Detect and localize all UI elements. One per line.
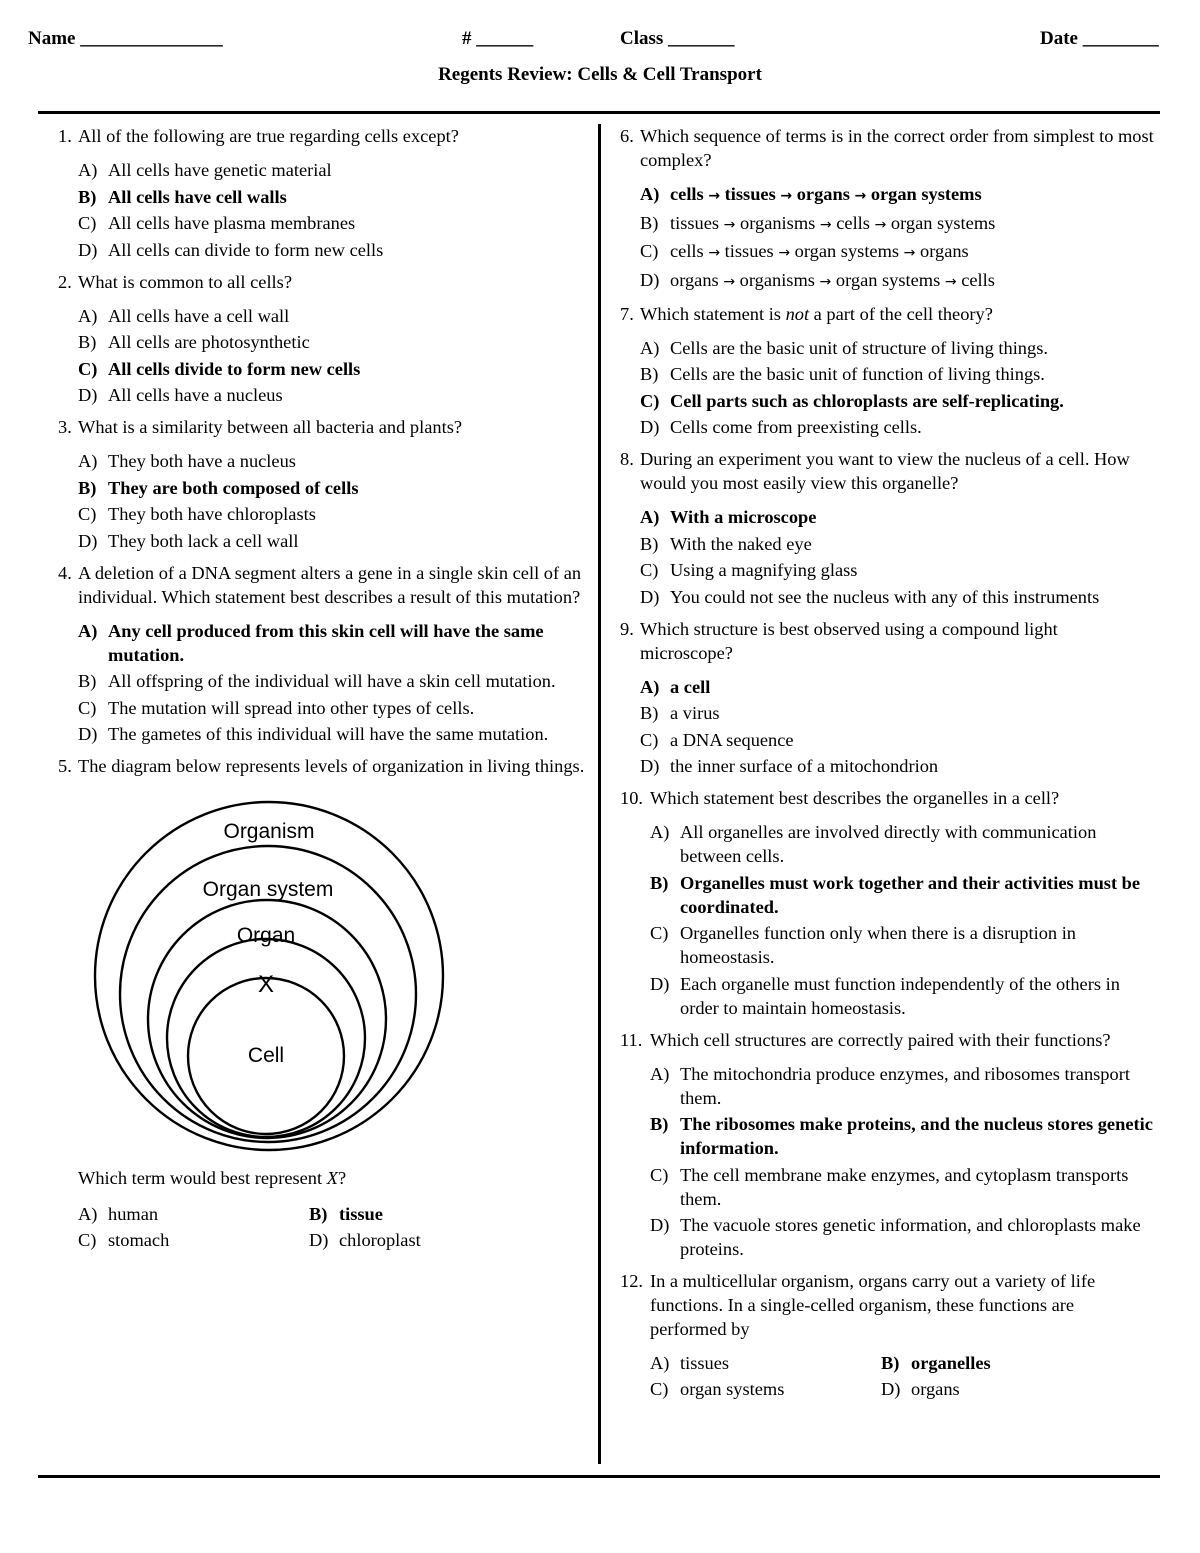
question-number: 1. [58, 126, 72, 146]
number-field-label: # ______ [462, 28, 534, 49]
option-text: organelles [911, 1353, 991, 1373]
arrow-icon: → [778, 245, 791, 261]
option-text: Using a magnifying glass [670, 560, 858, 580]
sequence-term: organ systems [835, 269, 941, 290]
answer-options [640, 182, 1155, 294]
answer-option [640, 754, 1155, 778]
option-text [670, 241, 969, 261]
question-item [58, 124, 598, 262]
left-question-list [58, 124, 598, 746]
option-text: tissues [680, 1353, 730, 1373]
option-text: Organelles must work together and their activities must be coordinated. [680, 872, 1141, 917]
organization-levels-diagram [92, 800, 448, 1152]
question-number: 8. [620, 449, 634, 469]
sequence-term: tissues [724, 184, 776, 204]
option-text: stomach [108, 1230, 170, 1250]
option-text: The mutation will spread into other types of cells. [108, 697, 475, 718]
option-text: You could not see the nucleus with any of this instruments [670, 586, 1100, 607]
question-number: 3. [58, 417, 72, 437]
option-letter: D) [78, 239, 98, 260]
organ-system-label: Organ system [202, 878, 334, 901]
option-letter: B) [78, 477, 97, 498]
option-letter: A) [640, 676, 660, 697]
option-text: the inner surface of a mitochondrion [670, 756, 939, 776]
option-text: Organelles function only when there is a disruption in homeostasis. [680, 923, 1077, 967]
option-text [670, 184, 982, 204]
option-letter: D) [881, 1379, 901, 1399]
option-text: a DNA sequence [670, 729, 794, 750]
arrow-icon: → [723, 273, 736, 290]
option-letter: C) [650, 1164, 669, 1185]
sequence-term: tissues [670, 212, 720, 233]
sequence-term: cells [961, 269, 995, 290]
answer-option [650, 1062, 1155, 1110]
option-letter: C) [78, 1230, 97, 1250]
option-letter: C) [640, 560, 659, 580]
answer-option [640, 239, 1155, 265]
option-text: Cells are the basic unit of structure of living things. [670, 337, 1048, 358]
option-text: All offspring of the individual will have a skin cell mutation. [108, 671, 556, 691]
answer-option [78, 330, 598, 354]
answer-option [78, 449, 598, 473]
answer-options [78, 304, 598, 408]
sequence-term: cells [836, 212, 870, 233]
option-letter: C) [78, 358, 98, 379]
option-text: Cells are the basic unit of function of living things. [670, 364, 1045, 384]
answer-option [78, 304, 598, 328]
question-text: Which cell structures are correctly paired with their functions? [650, 1029, 1111, 1050]
answer-option [650, 921, 1155, 969]
option-text: All cells have cell walls [108, 186, 287, 207]
arrow-icon: → [903, 245, 916, 261]
answer-option [640, 211, 1155, 237]
option-text: organ systems [680, 1379, 785, 1399]
option-text: chloroplast [339, 1230, 421, 1250]
option-letter: C) [78, 697, 97, 718]
answer-option [640, 585, 1155, 609]
question-item [58, 561, 598, 747]
option-text: All cells can divide to form new cells [108, 239, 384, 260]
answer-option [640, 505, 1155, 529]
bottom-divider [38, 1475, 1160, 1478]
question-item [620, 617, 1155, 779]
question-text: Which statement is not a part of the cell theory? [640, 303, 993, 324]
option-letter: D) [309, 1230, 329, 1250]
answer-option [78, 158, 598, 182]
question-text: Which structure is best observed using a compound light microscope? [640, 618, 1058, 663]
question-number: 12. [620, 1271, 643, 1291]
option-letter: D) [650, 973, 670, 994]
question-number: 7. [620, 303, 634, 324]
answer-option [650, 871, 1155, 919]
option-letter: C) [640, 729, 659, 750]
option-text: They both have a nucleus [108, 451, 296, 471]
answer-option [78, 1228, 309, 1252]
sequence-term: organisms [739, 269, 815, 290]
option-text: Any cell produced from this skin cell will have the same mutation. [108, 620, 544, 665]
option-letter: A) [78, 160, 98, 180]
answer-option [78, 383, 598, 407]
option-text: Cell parts such as chloroplasts are self-replicating. [670, 390, 1064, 411]
answer-option [640, 728, 1155, 752]
answer-option [78, 722, 598, 746]
arrow-icon: → [854, 188, 867, 204]
option-text: All organelles are involved directly with communication between cells. [680, 822, 1097, 866]
option-letter: B) [650, 872, 669, 893]
arrow-icon: → [723, 216, 736, 233]
question-number: 5. [58, 756, 72, 776]
sequence-term: organ systems [890, 212, 996, 233]
question-number: 6. [620, 126, 634, 146]
arrow-icon: → [819, 216, 832, 233]
sequence-term: organs [670, 269, 719, 290]
option-text: They both lack a cell wall [108, 530, 299, 551]
answer-options [650, 1351, 1155, 1401]
question-text: What is common to all cells? [78, 271, 292, 292]
sequence-term: organ systems [870, 184, 982, 204]
answer-options [650, 1062, 1155, 1262]
question-text: A deletion of a DNA segment alters a gene in a single skin cell of an individual. Which statement best describes a result of this mutation? [78, 562, 582, 607]
option-letter: C) [650, 923, 669, 943]
answer-option [640, 389, 1155, 413]
arrow-icon: → [708, 188, 721, 204]
option-letter: A) [650, 1063, 670, 1084]
answer-option [78, 476, 598, 500]
question-7 [620, 302, 1155, 440]
x-ring [167, 939, 365, 1137]
option-letter: D) [640, 756, 660, 776]
option-text: tissue [339, 1204, 383, 1224]
column-divider [598, 124, 601, 1464]
option-text: a cell [670, 676, 711, 697]
option-text: Cells come from preexisting cells. [670, 417, 922, 437]
option-text: human [108, 1204, 159, 1224]
option-letter: B) [640, 703, 659, 723]
answer-option [309, 1228, 539, 1252]
answer-options [78, 449, 598, 553]
arrow-icon: → [708, 245, 721, 261]
question-number: 2. [58, 271, 72, 292]
answer-option [650, 1112, 1155, 1160]
question-number: 9. [620, 618, 634, 639]
option-text: They are both composed of cells [108, 477, 359, 498]
right-question-list [620, 447, 1155, 1261]
date-field-label: Date ________ [1040, 28, 1159, 49]
option-letter: C) [650, 1379, 669, 1399]
option-letter: A) [640, 337, 660, 358]
answer-option [78, 502, 598, 526]
answer-option [640, 675, 1155, 699]
answer-option [78, 619, 598, 667]
question-text: In a multicellular organism, organs carry out a variety of life functions. In a single-celled organism, these functions are performed by [650, 1271, 1096, 1339]
option-letter: C) [78, 213, 97, 233]
question-number: 10. [620, 788, 643, 808]
option-letter: B) [640, 212, 659, 233]
answer-option [881, 1351, 1111, 1375]
option-text: organs [911, 1379, 960, 1399]
option-text: With a microscope [670, 507, 817, 527]
answer-option [640, 532, 1155, 556]
question-text: During an experiment you want to view the nucleus of a cell. How would you most easily view this organelle? [640, 449, 1130, 493]
organism-label: Organism [223, 820, 315, 843]
answer-option [650, 1351, 881, 1375]
arrow-icon: → [819, 273, 832, 290]
option-letter: D) [78, 385, 98, 405]
option-letter: A) [78, 620, 98, 641]
option-letter: A) [640, 184, 660, 204]
option-letter: D) [78, 530, 98, 551]
answer-option [650, 820, 1155, 868]
answer-options [78, 619, 598, 747]
option-text [670, 213, 995, 233]
question-item [58, 270, 598, 408]
x-label: X [257, 971, 275, 998]
option-letter: A) [650, 822, 670, 842]
option-text: The ribosomes make proteins, and the nucleus stores genetic information. [680, 1114, 1153, 1158]
class-field-label: Class _______ [620, 28, 735, 49]
answer-option [650, 1213, 1155, 1261]
answer-options [640, 505, 1155, 609]
option-text: With the naked eye [670, 533, 812, 554]
left-column [58, 124, 598, 1260]
question-item [58, 415, 598, 553]
option-text: All cells have plasma membranes [108, 213, 356, 233]
cell-label: Cell [247, 1044, 285, 1067]
answer-option [78, 238, 598, 262]
option-letter: A) [78, 451, 98, 471]
option-text: All cells have a cell wall [108, 305, 290, 326]
option-letter: C) [640, 390, 660, 411]
question-number: 11. [620, 1029, 643, 1050]
question-text: Which statement best describes the organelles in a cell? [650, 788, 1060, 808]
option-text: All cells are photosynthetic [108, 332, 310, 352]
arrow-icon: → [780, 188, 793, 204]
option-letter: B) [640, 364, 659, 384]
option-letter: A) [640, 507, 660, 527]
question-item [620, 1028, 1155, 1262]
answer-option [650, 1163, 1155, 1211]
answer-option [640, 268, 1155, 294]
option-letter: A) [78, 305, 98, 326]
question-text: Which sequence of terms is in the correct order from simplest to most complex? [640, 126, 1154, 170]
answer-option [78, 669, 598, 693]
question-item [620, 447, 1155, 609]
right-column [620, 124, 1155, 1409]
answer-options [78, 1202, 598, 1252]
page-title: Regents Review: Cells & Cell Transport [438, 64, 762, 85]
question-5 [58, 754, 598, 1252]
option-text: They both have chloroplasts [108, 504, 316, 524]
answer-option [78, 529, 598, 553]
option-letter: B) [881, 1353, 900, 1373]
answer-options [640, 675, 1155, 779]
option-text [670, 270, 995, 290]
option-text: The gametes of this individual will have the same mutation. [108, 724, 549, 744]
answer-option [650, 1377, 881, 1401]
option-text: The vacuole stores genetic information, and chloroplasts make proteins. [680, 1215, 1141, 1259]
question-6 [620, 124, 1155, 294]
option-letter: D) [640, 586, 660, 607]
answer-option [881, 1377, 1111, 1401]
question-12 [620, 1269, 1155, 1401]
answer-option [640, 415, 1155, 439]
sequence-term: cells [670, 184, 704, 204]
option-letter: C) [78, 504, 97, 524]
arrow-icon: → [874, 216, 887, 233]
option-text: All cells have genetic material [108, 160, 332, 180]
sequence-term: organ systems [794, 241, 900, 261]
arrow-icon: → [944, 273, 957, 290]
answer-options [650, 820, 1155, 1020]
name-field-label: Name _______________ [28, 28, 223, 49]
option-letter: C) [640, 241, 659, 261]
sequence-term: organisms [740, 212, 816, 233]
organ-label: Organ [236, 924, 296, 947]
answer-option [78, 696, 598, 720]
answer-options [78, 158, 598, 262]
option-letter: B) [640, 533, 659, 554]
option-letter: D) [640, 269, 660, 290]
sequence-term: cells [670, 241, 704, 261]
option-text: All cells have a nucleus [108, 385, 283, 405]
option-text: The cell membrane make enzymes, and cytoplasm transports them. [680, 1164, 1129, 1209]
follow-up-question: Which term would best represent X? [78, 1168, 347, 1188]
option-text: All cells divide to form new cells [108, 358, 361, 379]
answer-option [78, 357, 598, 381]
sequence-term: organs [796, 184, 850, 204]
answer-option [78, 1202, 309, 1226]
answer-option [640, 362, 1155, 386]
option-text: Each organelle must function independently of the others in order to maintain homeostasis. [680, 973, 1120, 1018]
question-text: The diagram below represents levels of organization in living things. [78, 756, 585, 776]
answer-option [640, 558, 1155, 582]
answer-option [640, 336, 1155, 360]
answer-option [309, 1202, 539, 1226]
sequence-term: tissues [724, 241, 774, 261]
answer-option [78, 211, 598, 235]
answer-options [640, 336, 1155, 440]
question-number: 4. [58, 562, 72, 583]
option-letter: D) [78, 724, 98, 744]
top-divider [38, 111, 1160, 114]
option-letter: B) [309, 1204, 328, 1224]
option-letter: D) [640, 417, 660, 437]
sequence-term: organs [920, 241, 969, 261]
option-letter: B) [650, 1114, 669, 1134]
answer-option [640, 701, 1155, 725]
question-item [620, 786, 1155, 1020]
question-text: What is a similarity between all bacteria and plants? [78, 417, 463, 437]
option-letter: A) [650, 1353, 670, 1373]
option-letter: A) [78, 1204, 98, 1224]
option-text: The mitochondria produce enzymes, and ribosomes transport them. [680, 1063, 1130, 1108]
option-text: a virus [670, 703, 720, 723]
option-letter: D) [650, 1215, 670, 1235]
answer-option [640, 182, 1155, 208]
option-letter: B) [78, 671, 97, 691]
answer-option [650, 972, 1155, 1020]
question-text: All of the following are true regarding cells except? [78, 126, 459, 146]
option-letter: B) [78, 332, 97, 352]
answer-option [78, 185, 598, 209]
option-letter: B) [78, 186, 97, 207]
